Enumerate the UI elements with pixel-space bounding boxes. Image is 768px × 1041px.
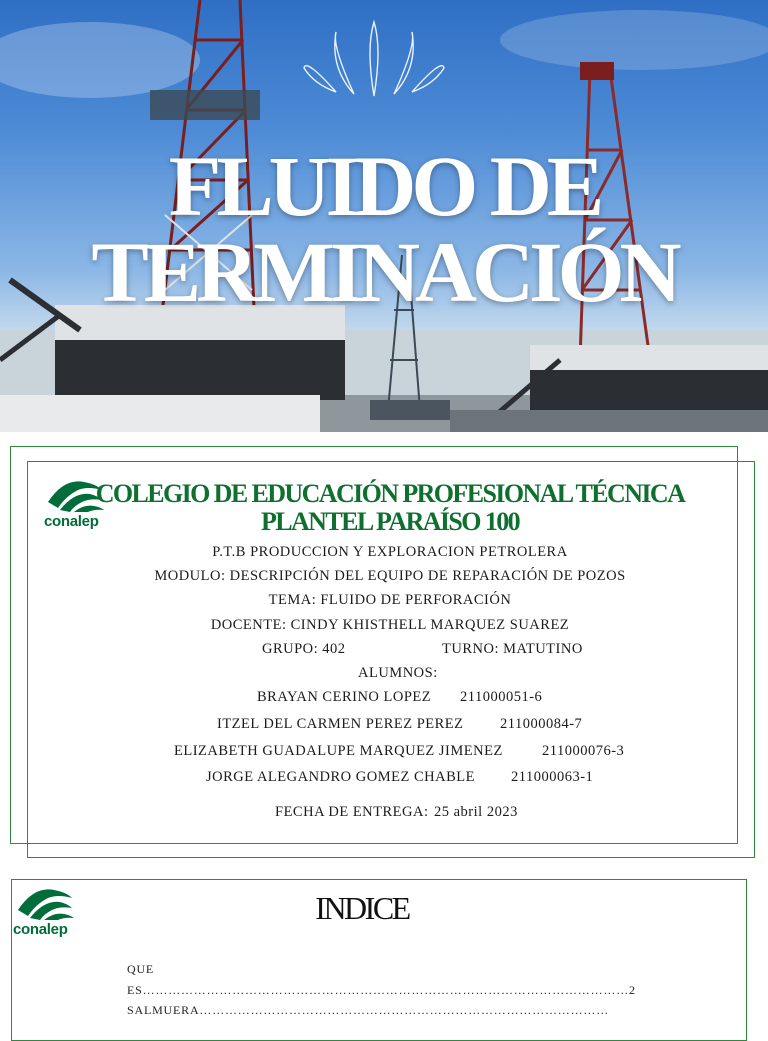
conalep-logo-text: conalep xyxy=(13,921,68,938)
conalep-logo-icon xyxy=(13,884,77,922)
cover-photo xyxy=(0,0,768,432)
school-name-line1: COLEGIO DE EDUCACIÓN PROFESIONAL TÉCNICA xyxy=(95,479,685,508)
delivery-date: 25 abril 2023 xyxy=(434,804,518,820)
school-name-line2: PLANTEL PARAÍSO 100 xyxy=(260,507,520,536)
toc-entry: QUE xyxy=(127,962,155,976)
cover-title-line2: TERMINACIÓN xyxy=(91,224,677,320)
cover-title-line1: FLUIDO DE xyxy=(168,138,600,234)
conalep-logo-text: conalep xyxy=(44,513,99,530)
student-id: 211000084-7 xyxy=(500,716,583,732)
student-name: ITZEL DEL CARMEN PEREZ PEREZ xyxy=(217,716,464,732)
student-id: 211000076-3 xyxy=(542,743,625,759)
teacher-text: DOCENTE: CINDY KHISTHELL MARQUEZ SUAREZ xyxy=(210,617,570,633)
toc-entry: SALMUERA…………………………………………………………………………………… xyxy=(127,1003,610,1017)
students-label: ALUMNOS: xyxy=(358,665,438,681)
group-text: GRUPO: 402 xyxy=(262,641,346,657)
student-id: 211000051-6 xyxy=(460,689,543,705)
student-name: JORGE ALEGANDRO GOMEZ CHABLE xyxy=(206,769,475,785)
conalep-logo xyxy=(13,884,79,940)
shift-text: TURNO: MATUTINO xyxy=(442,641,583,657)
topic-text: TEMA: FLUIDO DE PERFORACIÓN xyxy=(268,592,512,608)
module-text: MODULO: DESCRIPCIÓN DEL EQUIPO DE REPARACIÓN DE POZOS xyxy=(154,568,626,584)
decorative-drops-icon xyxy=(296,18,452,98)
student-id: 211000063-1 xyxy=(511,769,594,785)
program-text: P.T.B PRODUCCION Y EXPLORACION PETROLERA xyxy=(212,544,568,560)
index-title: INDICE xyxy=(315,890,409,926)
toc-entry: ES……………………………………………………………………………………………………2 xyxy=(127,983,636,997)
student-name: ELIZABETH GUADALUPE MARQUEZ JIMENEZ xyxy=(174,743,503,759)
delivery-label: FECHA DE ENTREGA: xyxy=(275,804,429,820)
student-name: BRAYAN CERINO LOPEZ xyxy=(257,689,432,705)
